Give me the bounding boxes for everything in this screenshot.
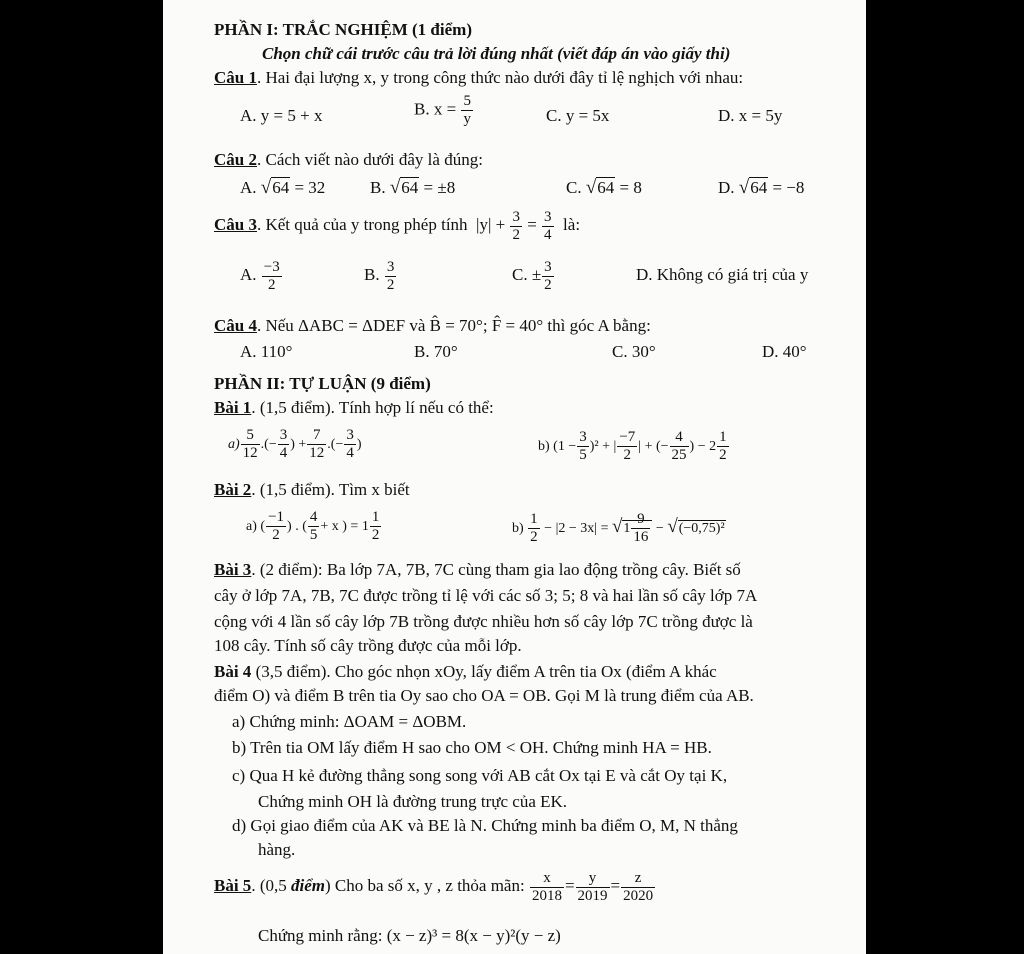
numerator: 3 bbox=[579, 429, 587, 446]
question-3 bbox=[214, 208, 580, 244]
denominator: 5 bbox=[579, 447, 587, 464]
option-letter: D. bbox=[718, 178, 735, 197]
part-label: a) bbox=[246, 519, 257, 534]
fraction bbox=[528, 511, 540, 546]
exercise-5-proof bbox=[258, 926, 561, 946]
q2-option-b: B. √64 = ±8 bbox=[370, 177, 456, 198]
exercise-label: Bài 5 bbox=[214, 876, 252, 895]
radicand bbox=[622, 511, 652, 546]
numerator: 4 bbox=[309, 509, 318, 526]
exercise-3-line1 bbox=[214, 560, 741, 580]
q3-option-b bbox=[364, 256, 397, 294]
exercise-1b: b) (1 − $\frac{3}{5}$ )² + | $\frac{-7}{2}$ | + (− $\frac{4}{25}$ ) − 2 $\frac{1}{2}$ bbox=[538, 429, 727, 464]
question-text: . Hai đại lượng x, y trong công thức nào dưới đây tỉ lệ nghịch với nhau: bbox=[256, 68, 744, 87]
numerator: z bbox=[621, 870, 655, 888]
option-value: = ±8 bbox=[423, 178, 456, 197]
expr-part: ) . ( bbox=[287, 519, 307, 534]
fraction bbox=[370, 509, 382, 544]
option-value: = 8 bbox=[619, 178, 642, 197]
option-letter: C. ± bbox=[512, 265, 542, 284]
expr-part: + x ) = 1 bbox=[320, 519, 369, 534]
option-value: = −8 bbox=[772, 178, 805, 197]
radicand: 64 bbox=[750, 178, 768, 197]
exercise-label: Bài 1 bbox=[214, 398, 252, 417]
numerator: 3 bbox=[386, 258, 395, 275]
fraction bbox=[278, 427, 290, 462]
question-label: Câu 2 bbox=[214, 150, 257, 169]
fraction bbox=[576, 870, 610, 905]
question-label: Câu 1 bbox=[214, 68, 257, 87]
denominator: 2 bbox=[623, 447, 632, 464]
expr-part: + (− bbox=[644, 439, 669, 454]
exercise-1 bbox=[214, 398, 494, 418]
q1-option-d: D. x = 5y bbox=[718, 106, 783, 125]
option-letter: B. bbox=[370, 178, 386, 197]
exercise-text: (3,5 điểm). Cho góc nhọn xOy, lấy điểm A trên tia Ox (điểm A khác bbox=[251, 662, 717, 681]
exercise-label: Bài 3 bbox=[214, 560, 252, 579]
denominator: 2 bbox=[272, 527, 280, 544]
option-letter: C. bbox=[566, 178, 582, 197]
numerator: 5 bbox=[463, 93, 471, 109]
denominator: 16 bbox=[633, 529, 649, 546]
numerator: 1 bbox=[530, 511, 538, 528]
numerator: 3 bbox=[279, 427, 288, 444]
question-label: Câu 4 bbox=[214, 316, 257, 335]
denominator: 2 bbox=[544, 276, 552, 293]
numerator: −3 bbox=[263, 258, 280, 275]
exercise-3-line4: 108 cây. Tính số cây trồng được của mỗi lớp. bbox=[214, 636, 522, 655]
expr-part: − bbox=[655, 521, 664, 536]
exercise-4-line2: điểm O) và điểm B trên tia Oy sao cho OA = OB. Gọi M là trung điểm của AB. bbox=[214, 686, 754, 705]
part1-instruction: Chọn chữ cái trước câu trả lời đúng nhất (viết đáp án vào giấy thi) bbox=[262, 44, 731, 63]
fraction bbox=[621, 870, 655, 905]
denominator: 2 bbox=[719, 447, 727, 464]
numerator: 3 bbox=[544, 208, 552, 225]
fraction bbox=[307, 427, 326, 462]
exercise-label: Bài 2 bbox=[214, 480, 252, 499]
denominator: 4 bbox=[279, 445, 288, 462]
fraction bbox=[542, 259, 554, 294]
q4-option-a: A. 110° bbox=[240, 342, 293, 361]
denominator: 2019 bbox=[577, 887, 608, 904]
exercise-text: . (0,5 bbox=[251, 876, 291, 895]
fraction bbox=[385, 259, 397, 294]
denominator: 2 bbox=[530, 529, 538, 546]
question-text: . Nếu ΔABC = ΔDEF và B̂ = 70°; F̂ = 40° thì góc A bằng: bbox=[256, 316, 651, 335]
radicand: 64 bbox=[272, 178, 290, 197]
expr-part: ) bbox=[356, 437, 362, 452]
exercise-4-line1 bbox=[214, 662, 717, 682]
option-letter: A. bbox=[240, 178, 257, 197]
expr-part: (1 − bbox=[553, 439, 577, 454]
question-text: . Kết quả của y trong phép tính bbox=[256, 215, 468, 234]
fraction bbox=[717, 429, 729, 464]
radicand: 64 bbox=[597, 178, 615, 197]
exercise-5 bbox=[214, 866, 656, 906]
numerator: 3 bbox=[346, 427, 354, 444]
fraction bbox=[530, 870, 564, 905]
proof-expression: (x − z)³ = 8(x − y)²(y − z) bbox=[386, 926, 561, 945]
numerator: 3 bbox=[512, 208, 520, 225]
mixed-whole: 1 bbox=[623, 521, 631, 536]
exercise-4c-line1: c) Qua H kẻ đường thẳng song song với AB cắt Ox tại E và cắt Oy tại K, bbox=[232, 766, 728, 785]
numerator: 3 bbox=[544, 258, 552, 275]
expr-part: − |2 − 3x| = bbox=[544, 521, 609, 536]
part1-title: PHẦN I: TRẮC NGHIỆM (1 điểm) bbox=[214, 20, 472, 39]
exercise-4a: a) Chứng minh: ΔOAM = ΔOBM. bbox=[232, 712, 467, 731]
exercise-1a bbox=[228, 426, 362, 464]
exercise-2a bbox=[246, 508, 382, 546]
option-letter: B. bbox=[364, 265, 380, 284]
fraction bbox=[344, 427, 356, 462]
q4-option-c: C. 30° bbox=[612, 342, 656, 361]
denominator: 2 bbox=[386, 276, 395, 293]
exercise-label: Bài 4 bbox=[214, 662, 252, 681]
denominator: 12 bbox=[309, 445, 325, 462]
q1-option-a: A. y = 5 + x bbox=[240, 106, 323, 125]
exercise-2b: b) $\frac{1}{2}$ − |2 − 3x| = √1 $\frac{9}{16}$ − √(−0,75)² bbox=[512, 511, 725, 546]
numerator: −7 bbox=[619, 429, 636, 446]
denominator: 2 bbox=[268, 276, 276, 293]
expr-part: là: bbox=[563, 215, 581, 234]
exercise-text: điểm bbox=[290, 876, 325, 895]
fraction bbox=[631, 511, 650, 546]
denominator: 2 bbox=[512, 226, 520, 243]
question-1 bbox=[214, 68, 743, 88]
q1-option-b bbox=[414, 93, 474, 128]
question-4 bbox=[214, 316, 651, 336]
part-label: b) bbox=[538, 439, 550, 454]
q1-option-c: C. y = 5x bbox=[546, 106, 610, 125]
radicand: (−0,75)² bbox=[678, 521, 725, 536]
numerator: x bbox=[530, 870, 564, 888]
fraction bbox=[577, 429, 589, 464]
denominator: 2 bbox=[371, 527, 380, 544]
proof-label: Chứng minh rằng: bbox=[258, 926, 383, 945]
denominator: 4 bbox=[346, 445, 354, 462]
question-text: . Cách viết nào dưới đây là đúng: bbox=[256, 150, 483, 169]
expr-part: .(− bbox=[260, 437, 277, 452]
option-letter: A. bbox=[240, 265, 257, 284]
expr-part: .(− bbox=[327, 437, 344, 452]
fraction bbox=[266, 509, 286, 544]
fraction bbox=[510, 209, 522, 244]
expr-part: )² + bbox=[589, 439, 610, 454]
expr-part: |y| + bbox=[476, 215, 506, 234]
fraction bbox=[262, 259, 282, 294]
expr-part: = bbox=[610, 876, 621, 895]
expr-part: ( bbox=[260, 519, 266, 534]
denominator: y bbox=[463, 111, 471, 127]
numerator: 9 bbox=[631, 511, 650, 529]
q4-option-b: B. 70° bbox=[414, 342, 458, 361]
exercise-4d-line2: hàng. bbox=[258, 840, 296, 859]
numerator: 7 bbox=[307, 427, 326, 445]
denominator: 5 bbox=[309, 527, 318, 544]
part-label: b) bbox=[512, 521, 524, 536]
part2-title: PHẦN II: TỰ LUẬN (9 điểm) bbox=[214, 374, 431, 393]
exercise-3-line3: cộng với 4 lần số cây lớp 7B trồng được nhiều hơn số cây lớp 7C trồng được là bbox=[214, 612, 753, 631]
expr-part: ) + bbox=[290, 437, 307, 452]
exercise-text: . (1,5 điểm). Tìm x biết bbox=[251, 480, 410, 499]
exercise-2 bbox=[214, 480, 410, 500]
exercise-3-line2: cây ở lớp 7A, 7B, 7C được trồng tỉ lệ với các số 3; 5; 8 và hai lần số cây lớp 7A bbox=[214, 586, 758, 605]
fraction bbox=[542, 209, 554, 244]
question-label: Câu 3 bbox=[214, 215, 257, 234]
exercise-4d-line1: d) Gọi giao điểm của AK và BE là N. Chứng minh ba điểm O, M, N thẳng bbox=[232, 816, 738, 835]
q2-option-c: C. √64 = 8 bbox=[566, 177, 642, 198]
numerator: 1 bbox=[719, 429, 727, 446]
q3-option-a bbox=[240, 256, 283, 294]
numerator: −1 bbox=[268, 509, 285, 526]
exercise-text: . (1,5 điểm). Tính hợp lí nếu có thể: bbox=[251, 398, 494, 417]
q2-option-d: D. √64 = −8 bbox=[718, 177, 805, 198]
fraction bbox=[241, 427, 260, 462]
denominator: 12 bbox=[242, 445, 258, 462]
denominator: 25 bbox=[671, 447, 687, 464]
fraction bbox=[617, 429, 637, 464]
option-value: = 32 bbox=[294, 178, 326, 197]
numerator: 4 bbox=[670, 429, 689, 447]
exercise-4c-line2: Chứng minh OH là đường trung trực của EK. bbox=[258, 792, 568, 811]
fraction bbox=[308, 509, 320, 544]
numerator: 5 bbox=[241, 427, 260, 445]
part-label: a) bbox=[228, 437, 240, 452]
fraction bbox=[461, 93, 473, 128]
q4-option-d: D. 40° bbox=[762, 342, 807, 361]
question-2 bbox=[214, 150, 483, 170]
q3-option-c bbox=[512, 256, 555, 294]
option-text: B. x = bbox=[414, 99, 457, 119]
expr-part: = bbox=[564, 876, 575, 895]
denominator: 2018 bbox=[531, 887, 562, 904]
expr-part: ) − 2 bbox=[689, 439, 717, 454]
exercise-4b: b) Trên tia OM lấy điểm H sao cho OM < OH. Chứng minh HA = HB. bbox=[232, 738, 712, 757]
radicand: 64 bbox=[401, 178, 419, 197]
q3-option-d: D. Không có giá trị của y bbox=[636, 265, 809, 284]
expr-part: = bbox=[527, 215, 537, 234]
denominator: 2020 bbox=[623, 887, 654, 904]
denominator: 4 bbox=[544, 226, 552, 243]
numerator: 1 bbox=[371, 509, 380, 526]
exercise-text: ) Cho ba số x, y , z thỏa mãn: bbox=[324, 876, 525, 895]
numerator: y bbox=[576, 870, 610, 888]
exercise-text: . (2 điểm): Ba lớp 7A, 7B, 7C cùng tham gia lao động trồng cây. Biết số bbox=[251, 560, 741, 579]
fraction bbox=[670, 429, 689, 464]
q2-option-a: A. √64 = 32 bbox=[240, 177, 326, 198]
